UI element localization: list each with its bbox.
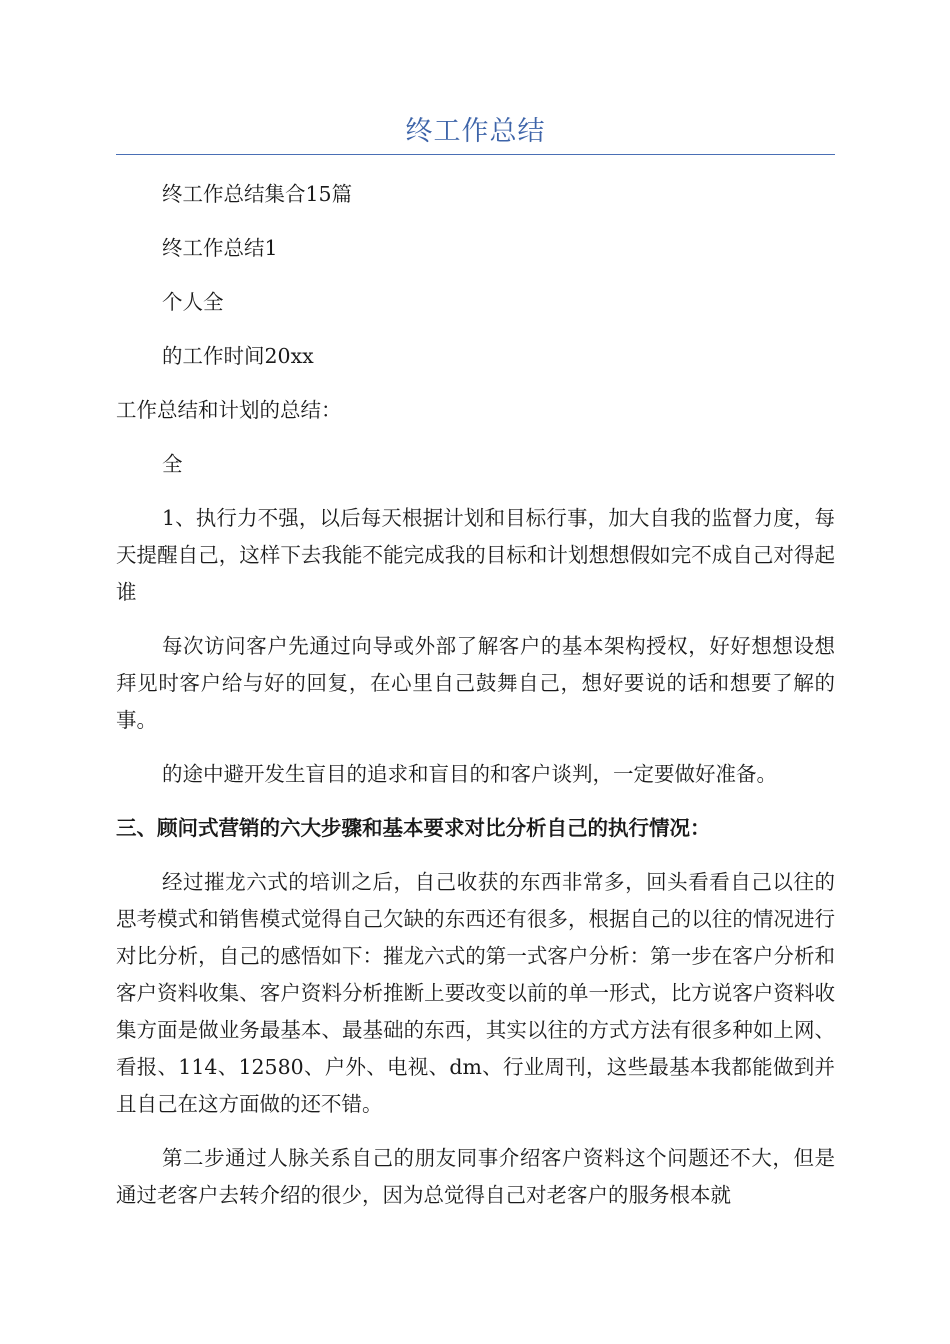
paragraph: 第二步通过人脉关系自己的朋友同事介绍客户资料这个问题还不大，但是通过老客户去转介绍的很少，因为总觉得自己对老客户的服务根本就 bbox=[116, 1146, 835, 1207]
document-body bbox=[116, 176, 835, 1231]
document-title: 终工作总结 bbox=[405, 116, 546, 147]
paragraph: 个人全 bbox=[162, 290, 224, 314]
paragraph: 终工作总结1 bbox=[162, 236, 278, 260]
paragraph: 经过摧龙六式的培训之后，自己收获的东西非常多，回头看看自己以往的思考模式和销售模式觉得自己欠缺的东西还有很多，根据自己的以往的情况进行对比分析，自己的感悟如下：摧龙六式的第一式客户分析：第一步在客户分析和客户资料收集、客户资料分析推断上要改变以前的单一形式，比方说客户资料收集方面是做业务最基本、最基础的东西，其实以往的方式方法有很多种如上网、看报、114、12580、户外、电视、dm、行业周刊，这些最基本我都能做到并且自己在这方面做的还不错。 bbox=[116, 870, 835, 1116]
paragraph: 终工作总结集合15篇 bbox=[162, 182, 353, 206]
paragraph: 全 bbox=[162, 452, 183, 476]
paragraph: 1、执行力不强，以后每天根据计划和目标行事，加大自我的监督力度，每天提醒自己，这样下去我能不能完成我的目标和计划想想假如完不成自己对得起谁 bbox=[116, 506, 835, 604]
section-heading: 三、顾问式营销的六大步骤和基本要求对比分析自己的执行情况： bbox=[116, 816, 711, 840]
paragraph: 的工作时间20xx bbox=[162, 344, 314, 368]
title-underline bbox=[116, 154, 835, 155]
paragraph: 每次访问客户先通过向导或外部了解客户的基本架构授权，好好想想设想拜见时客户给与好的回复，在心里自己鼓舞自己，想好要说的话和想要了解的事。 bbox=[116, 634, 835, 732]
paragraph: 工作总结和计划的总结： bbox=[116, 398, 342, 422]
paragraph: 的途中避开发生盲目的追求和盲目的和客户谈判，一定要做好准备。 bbox=[162, 762, 777, 786]
